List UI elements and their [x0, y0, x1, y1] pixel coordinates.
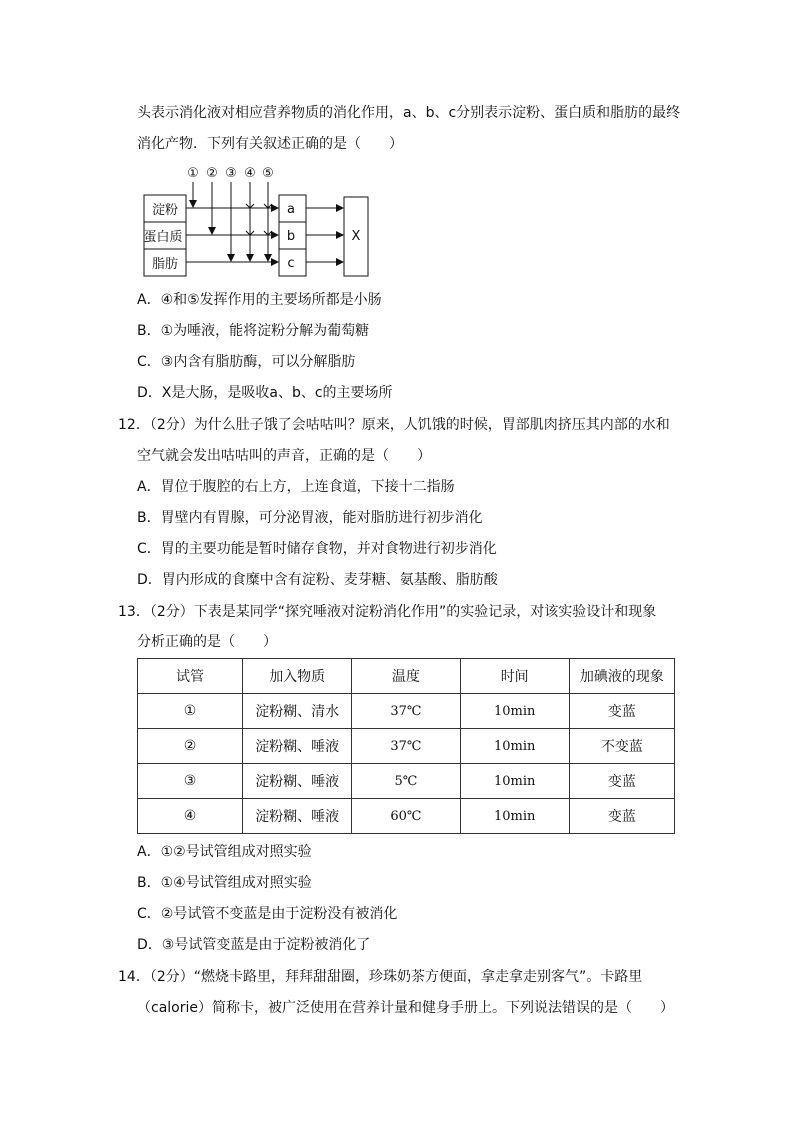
q11-option-d: D．X是大肠，是吸收a、b、c的主要场所	[137, 385, 393, 401]
table-cell: 5℃	[352, 764, 460, 799]
q13-stem-line-2: 分析正确的是（ ）	[137, 634, 277, 650]
table-header: 温度	[352, 659, 460, 694]
table-header: 加碘液的现象	[569, 659, 674, 694]
table-cell: 10min	[460, 729, 569, 764]
q13-option-a: A．①②号试管组成对照实验	[137, 844, 312, 860]
table-cell: 37℃	[352, 694, 460, 729]
q14-stem-line-1: 14．（2分）“燃烧卡路里，拜拜甜甜圈，珍珠奶茶方便面，拿走拿走别客气”。卡路里	[118, 969, 643, 985]
table-header: 试管	[138, 659, 243, 694]
q13-option-c: C．②号试管不变蓝是由于淀粉没有被消化	[137, 906, 398, 922]
table-cell: 淀粉糊、唾液	[243, 764, 352, 799]
table-row	[138, 694, 675, 729]
table-cell: 10min	[460, 799, 569, 834]
q11-option-a: A．④和⑤发挥作用的主要场所都是小肠	[137, 292, 382, 308]
table-cell: ①	[138, 694, 243, 729]
circle-label-1: ①	[187, 166, 199, 181]
table-cell: 60℃	[352, 799, 460, 834]
table-cell: 变蓝	[569, 694, 674, 729]
q11-stem-line-2: 消化产物．下列有关叙述正确的是（ ）	[137, 136, 403, 152]
table-cell: 淀粉糊、清水	[243, 694, 352, 729]
table-header: 时间	[460, 659, 569, 694]
nutrient-protein: 蛋白质	[143, 230, 183, 245]
circle-label-3: ③	[225, 166, 237, 181]
table-cell: 37℃	[352, 729, 460, 764]
circle-label-2: ②	[206, 166, 218, 181]
table-row	[138, 729, 675, 764]
table-cell: ③	[138, 764, 243, 799]
experiment-table	[137, 658, 675, 834]
table-cell: 变蓝	[569, 764, 674, 799]
organ-x-label: X	[351, 229, 361, 244]
product-a: a	[287, 202, 295, 217]
table-cell: ④	[138, 799, 243, 834]
q11-option-b: B．①为唾液，能将淀粉分解为葡萄糖	[137, 323, 370, 339]
nutrient-starch: 淀粉	[151, 203, 179, 218]
q12-stem-line-2: 空气就会发出咕咕叫的声音，正确的是（ ）	[137, 448, 431, 464]
circle-label-4: ④	[244, 166, 256, 181]
q13-option-b: B．①④号试管组成对照实验	[137, 875, 312, 891]
q14-stem-line-2: （calorie）简称卡，被广泛使用在营养计量和健身手册上。下列说法错误的是（ ）	[137, 1000, 674, 1016]
q13-option-d: D．③号试管变蓝是由于淀粉被消化了	[137, 937, 371, 953]
q12-option-c: C．胃的主要功能是暂时储存食物，并对食物进行初步消化	[137, 541, 497, 557]
table-cell: 变蓝	[569, 799, 674, 834]
q12-option-a: A．胃位于腹腔的右上方，上连食道，下接十二指肠	[137, 479, 455, 495]
product-b: b	[286, 229, 296, 244]
q12-stem-line-1: 12．（2分）为什么肚子饿了会咕咕叫？原来，人饥饿的时候，胃部肌肉挤压其内部的水和	[118, 417, 670, 433]
q12-option-d: D．胃内形成的食糜中含有淀粉、麦芽糖、氨基酸、脂肪酸	[137, 572, 498, 588]
table-cell: 10min	[460, 694, 569, 729]
circle-label-5: ⑤	[262, 166, 274, 181]
table-cell: 不变蓝	[569, 729, 674, 764]
table-cell: ②	[138, 729, 243, 764]
table-cell: 淀粉糊、唾液	[243, 799, 352, 834]
table-header: 加入物质	[243, 659, 352, 694]
q11-stem-line-1: 头表示消化液对相应营养物质的消化作用，a、b、c分别表示淀粉、蛋白质和脂肪的最终	[137, 105, 681, 121]
table-cell: 淀粉糊、唾液	[243, 729, 352, 764]
digestion-diagram	[140, 160, 380, 280]
table-cell: 10min	[460, 764, 569, 799]
q12-option-b: B．胃壁内有胃腺，可分泌胃液，能对脂肪进行初步消化	[137, 510, 483, 526]
q11-option-c: C．③内含有脂肪酶，可以分解脂肪	[137, 354, 356, 370]
table-row	[138, 764, 675, 799]
table-row	[138, 799, 675, 834]
q13-stem-line-1: 13．（2分）下表是某同学“探究唾液对淀粉消化作用”的实验记录，对该实验设计和现象	[118, 604, 657, 620]
nutrient-fat: 脂肪	[151, 257, 179, 272]
product-c: c	[287, 256, 295, 271]
table-header-row	[138, 659, 675, 694]
